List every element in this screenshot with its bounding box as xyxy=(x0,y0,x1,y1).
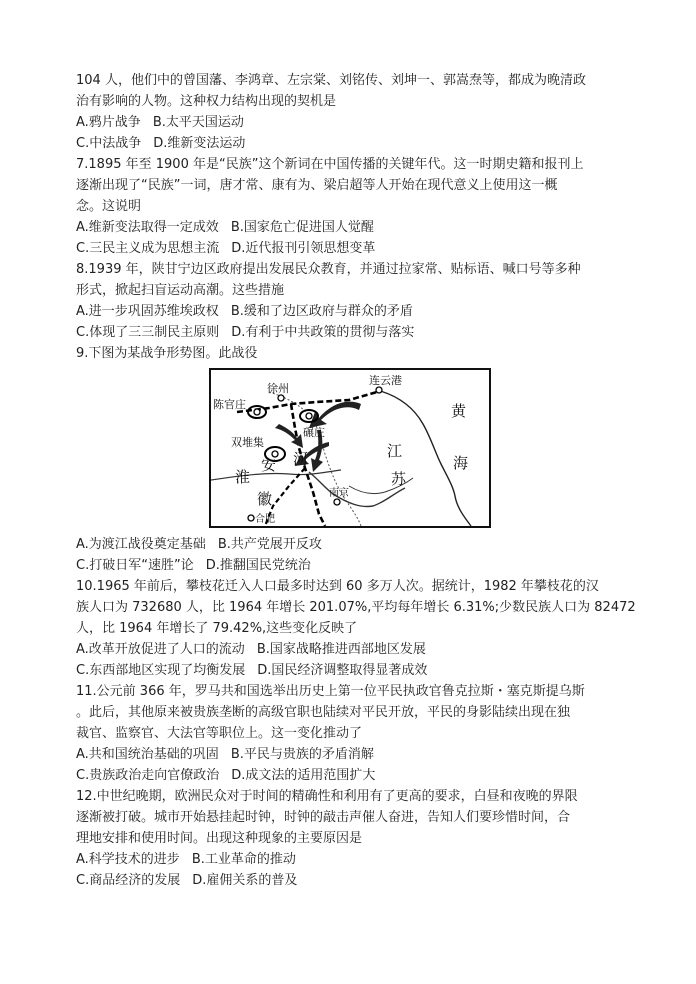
option-row xyxy=(76,301,628,322)
option-b[interactable]: B.太平天国运动 xyxy=(152,115,244,130)
label-hui: 徽 xyxy=(257,490,273,508)
question-7 xyxy=(76,154,628,259)
label-nanjing: 南京 xyxy=(329,488,349,499)
option-d[interactable]: D.推翻国民党统治 xyxy=(205,558,311,573)
option-c[interactable]: C.东西部地区实现了均衡发展 xyxy=(76,663,246,678)
stem-line: 104 人，他们中的曾国藩、李鸿章、左宗棠、刘铭传、刘坤一、郭嵩焘等，都成为晚清政 xyxy=(76,73,586,88)
label-hefei: 合肥 xyxy=(255,514,275,525)
option-a[interactable]: A.改革开放促进了人口的流动 xyxy=(76,642,245,657)
option-row xyxy=(76,238,628,259)
option-row xyxy=(76,744,628,765)
option-d[interactable]: D.维新变法运动 xyxy=(153,136,246,151)
option-c[interactable]: C.三民主义成为思想主流 xyxy=(76,241,220,256)
stem-line: 。此后，其他原来被贵族垄断的高级官职也陆续对平民开放，平民的身影陆续出现在独 xyxy=(76,705,571,720)
option-row xyxy=(76,555,628,576)
option-a[interactable]: A.鸦片战争 xyxy=(76,115,141,130)
question-10 xyxy=(76,576,636,681)
option-a[interactable]: A.科学技术的进步 xyxy=(76,852,180,867)
option-row xyxy=(76,849,628,870)
option-d[interactable]: D.国民经济调整取得显著成效 xyxy=(257,663,428,678)
stem-line: 裁官、监察官、大法官等职位上。这一变化推动了 xyxy=(76,726,363,741)
option-row xyxy=(76,133,628,154)
question-stem xyxy=(76,343,628,364)
option-a[interactable]: A.进一步巩固苏维埃政权 xyxy=(76,304,219,319)
city-marker-nianzhuang xyxy=(306,413,312,419)
label-an: 安 xyxy=(261,456,277,474)
option-b[interactable]: B.平民与贵族的矛盾消解 xyxy=(230,747,374,762)
option-c[interactable]: C.中法战争 xyxy=(76,136,142,151)
stem-line: 11.公元前 366 年，罗马共和国选举出历史上第一位平民执政官鲁克拉斯・塞克斯提乌斯 xyxy=(76,684,585,699)
stem-line: 形式，掀起扫盲运动高潮。这些措施 xyxy=(76,283,285,298)
question-stem xyxy=(76,681,628,744)
option-a[interactable]: A.为渡江战役奠定基础 xyxy=(76,537,206,552)
stem-line: 逐渐出现了“民族”一词，唐才常、康有为、梁启超等人开始在现代意义上使用这一概 xyxy=(76,178,558,193)
option-b[interactable]: B.共产党展开反攻 xyxy=(217,537,322,552)
option-row xyxy=(76,870,628,891)
option-c[interactable]: C.贵族政治走向官僚政治 xyxy=(76,768,220,783)
option-b[interactable]: B.国家危亡促进国人觉醒 xyxy=(230,220,374,235)
option-b[interactable]: B.工业革命的推动 xyxy=(191,852,296,867)
battle-map-svg xyxy=(209,368,491,528)
option-row xyxy=(76,112,628,133)
option-d[interactable]: D.近代报刊引领思想变革 xyxy=(231,241,376,256)
question-stem xyxy=(76,154,628,217)
option-row xyxy=(76,765,628,786)
city-marker-lianyungang xyxy=(376,387,382,393)
option-c[interactable]: C.打破日军“速胜”论 xyxy=(76,558,194,573)
question-stem xyxy=(76,70,628,112)
question-9 xyxy=(76,343,628,576)
question-stem xyxy=(76,259,628,301)
question-8 xyxy=(76,259,628,343)
label-su: 苏 xyxy=(391,470,407,488)
label-hai: 海 xyxy=(453,454,469,472)
stem-line: 族人口为 732680 人，比 1964 年增长 201.07%,平均每年增长 6.31%;少数民族人口为 82472 xyxy=(76,600,636,615)
stem-line: 8.1939 年，陕甘宁边区政府提出发展民众教育，并通过拉家常、贴标语、喊口号等多种 xyxy=(76,262,581,277)
question-11 xyxy=(76,681,628,786)
question-6-continued xyxy=(76,70,628,154)
stem-line: 10.1965 年前后，攀枝花迁入人口最多时达到 60 多万人次。据统计，1982 年攀枝花的汉 xyxy=(76,579,599,594)
label-xuzhou: 徐州 xyxy=(267,382,289,395)
stem-line: 12.中世纪晚期，欧洲民众对于时间的精确性和利用有了更高的要求，白昼和夜晚的界限 xyxy=(76,789,578,804)
label-huai: 淮 xyxy=(235,468,251,486)
option-a[interactable]: A.共和国统治基础的巩固 xyxy=(76,747,219,762)
question-stem xyxy=(76,576,636,639)
question-12 xyxy=(76,786,628,891)
stem-line: 治有影响的人物。这种权力结构出现的契机是 xyxy=(76,94,337,109)
option-b[interactable]: B.缓和了边区政府与群众的矛盾 xyxy=(230,304,413,319)
city-marker-xuzhou xyxy=(278,395,284,401)
option-row xyxy=(76,660,628,681)
label-nianzhuang: 碾庄 xyxy=(303,426,325,439)
city-marker-nanjing xyxy=(334,499,340,505)
option-d[interactable]: D.雇佣关系的普及 xyxy=(192,873,298,888)
stem-line: 人，比 1964 年增长了 79.42%,这些变化反映了 xyxy=(76,621,358,636)
option-row xyxy=(76,534,628,555)
option-c[interactable]: C.体现了三三制民主原则 xyxy=(76,325,220,340)
label-huang: 黄 xyxy=(451,402,467,420)
option-a[interactable]: A.维新变法取得一定成效 xyxy=(76,220,219,235)
label-lianyungang: 连云港 xyxy=(369,374,402,387)
question-stem xyxy=(76,786,628,849)
label-chenguanzhuang: 陈官庄 xyxy=(213,398,246,411)
label-jiang: 江 xyxy=(387,442,403,460)
label-shuangduiji: 双堆集 xyxy=(231,436,264,449)
stem-line: 念。这说明 xyxy=(76,199,142,214)
stem-line: 逐渐被打破。城市开始悬挂起时钟，时钟的敲击声催人奋进，告知人们要珍惜时间，合 xyxy=(76,810,571,825)
option-row xyxy=(76,217,628,238)
stem-line: 9.下图为某战争形势图。此战役 xyxy=(76,346,258,361)
battle-map xyxy=(209,368,491,528)
stem-line: 7.1895 年至 1900 年是“民族”这个新词在中国传播的关键年代。这一时期史籍和报刊上 xyxy=(76,157,584,172)
stem-line: 理地安排和使用时间。出现这种现象的主要原因是 xyxy=(76,831,363,846)
option-row xyxy=(76,322,628,343)
option-d[interactable]: D.有利于中共政策的贯彻与落实 xyxy=(231,325,415,340)
option-b[interactable]: B.国家战略推进西部地区发展 xyxy=(256,642,426,657)
exam-page xyxy=(76,70,636,891)
option-d[interactable]: D.成文法的适用范围扩大 xyxy=(231,768,376,783)
city-marker-chenguanzhuang xyxy=(254,409,260,415)
option-c[interactable]: C.商品经济的发展 xyxy=(76,873,181,888)
city-marker-hefei xyxy=(248,515,254,521)
option-row xyxy=(76,639,628,660)
label-he: 河 xyxy=(293,450,309,468)
